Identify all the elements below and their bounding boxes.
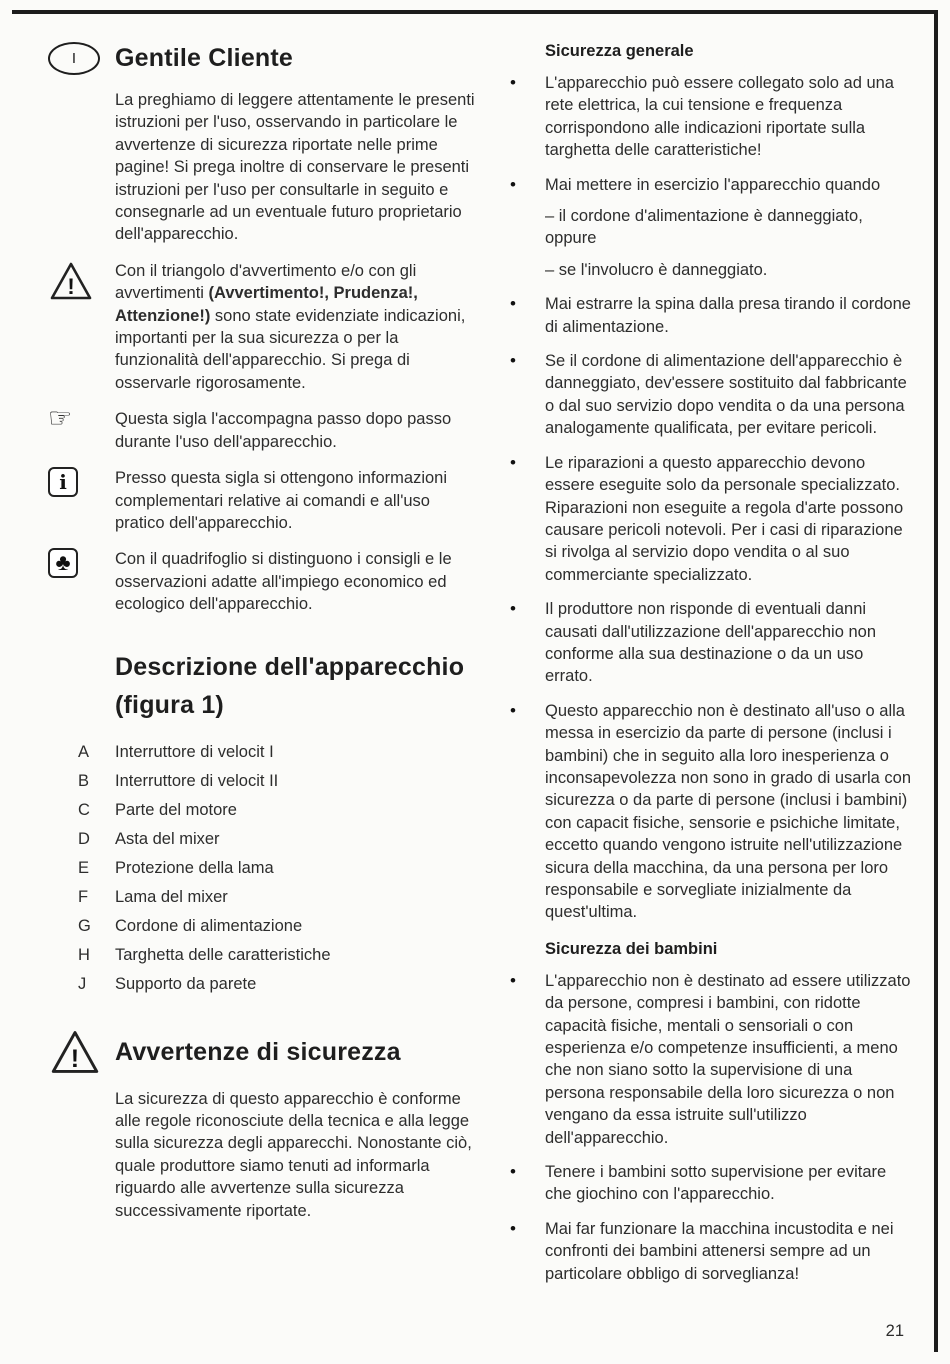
list-item	[508, 72, 912, 162]
list-item	[508, 174, 912, 282]
general-safety-list	[508, 72, 912, 924]
safety-intro-text: La sicurezza di questo apparecchio è conforme alle regole riconosciute della tecnica e alla legge sulla sicurezza degli apparecchi. Nonostante ciò, quale produttore siamo tenuti ad informarla riguardo alle avvertenze sulla sicurezza successivamente riportate.	[115, 1089, 472, 1220]
list-item	[508, 1218, 912, 1285]
device-letter: F	[78, 887, 89, 906]
bullet-text: Le riparazioni a questo apparecchio devono essere eseguite solo da personale specializzato. Riparazioni non eseguite a regola d'arte possono causare pericoli notevoli. Per i casi di riparazione si rivolga al servizio dopo vendita o al suo commerciante specializzato.	[545, 453, 904, 584]
safety-warning-triangle-icon	[48, 1028, 102, 1076]
device-label: Interruttore di velocit II	[115, 771, 279, 790]
device-parts-list	[48, 742, 480, 994]
list-item	[508, 598, 912, 688]
info-note-gutter	[48, 467, 115, 497]
page-frame-right	[934, 10, 938, 1352]
bullet-text: Mai far funzionare la macchina incustodita e nei confronti dei bambini attenersi sempre ad un particolare obbligo di sorveglianza!	[545, 1219, 894, 1283]
device-label: Lama del mixer	[115, 887, 228, 906]
bullet-icon: •	[510, 452, 516, 472]
bullet-text: Se il cordone di alimentazione dell'apparecchio è danneggiato, dev'essere sostituito dal fabbricante o dal suo servizio dopo vendita o da una persona analogamente qualificata, per evitare pericoli.	[545, 352, 907, 438]
warning-note-post: sono state evidenziate indicazioni, importanti per la sua sicurezza o per la funzionalità dell'apparecchio. Si prega di osservarle rigorosamente.	[115, 306, 466, 392]
device-row-c	[48, 800, 480, 820]
left-column	[48, 40, 480, 1238]
general-safety-heading: Sicurezza generale	[545, 42, 694, 60]
bullet-text: Mai estrarre la spina dalla presa tirando il cordone di alimentazione.	[545, 295, 911, 336]
info-note-text: Presso questa sigla si ottengono informazioni complementari relative ai comandi e all'uso pratico dell'apparecchio.	[115, 469, 448, 532]
device-row-g	[48, 916, 480, 936]
bullet-icon: •	[510, 599, 516, 619]
bullet-icon: •	[510, 1162, 516, 1182]
pointing-hand-icon: ☞	[48, 403, 73, 434]
device-label: Supporto da parete	[115, 974, 257, 993]
device-letter: J	[78, 974, 87, 993]
description-title-line1: Descrizione dell'apparecchio	[115, 652, 465, 681]
children-safety-list	[508, 970, 912, 1285]
device-label: Targhetta delle caratteristiche	[115, 945, 331, 964]
device-row-e	[48, 858, 480, 878]
device-row-a	[48, 742, 480, 762]
page-number: 21	[885, 1322, 904, 1340]
list-item	[508, 970, 912, 1149]
bullet-text: Questo apparecchio non è destinato all'uso o alla messa in esercizio da parte di persone (inclusi i bambini) che in seguito alla loro inesperienza o inconsapevolezza non sono in grado di usarla con sicurezza o da parte di persone (inclusi i bambini) con capacit fisiche, sensorie e psichiche limitate, eccetto quando vengono istruite nell'utilizzazione sicura della macchina, da una persona per loro responsabile e sorvegliate inizialmente da quest'ultima.	[545, 701, 911, 922]
clover-note-text: Con il quadrifoglio si distinguono i consigli e le osservazioni adatte all'impiego economico ed ecologico dell'apparecchio.	[115, 550, 452, 614]
hand-note-text: Questa sigla l'accompagna passo dopo passo durante l'uso dell'apparecchio.	[115, 410, 452, 451]
bullet-text: Il produttore non risponde di eventuali danni causati dall'utilizzazione dell'apparecchio non conforme alla sua destinazione o da un uso errato.	[545, 600, 877, 686]
clover-icon-glyph: ♣	[55, 548, 71, 575]
greeting-intro-text: La preghiamo di leggere attentamente le presenti istruzioni per l'uso, osservando in particolare le avvertenze di sicurezza riportate nelle prime pagine! Si prega inoltre di conservare le presenti istruzioni per l'uso per consultarle in seguito e consegnarle ad un eventuale futuro proprietario dell'apparecchio.	[115, 91, 475, 244]
greeting-title-row	[48, 40, 480, 75]
device-letter: C	[78, 800, 90, 819]
info-note-row	[48, 467, 480, 534]
device-label: Interruttore di velocit I	[115, 742, 274, 761]
hand-note-row	[48, 403, 480, 453]
info-icon-glyph: i	[59, 470, 67, 495]
bullet-text	[545, 174, 912, 282]
bullet-icon: •	[510, 294, 516, 314]
list-item	[508, 350, 912, 440]
bullet-icon: •	[510, 700, 516, 720]
device-row-f	[48, 887, 480, 907]
svg-text:!: !	[67, 273, 75, 299]
device-label: Asta del mixer	[115, 829, 220, 848]
language-badge-gutter	[48, 40, 115, 75]
info-icon	[48, 467, 78, 497]
device-label: Parte del motore	[115, 800, 237, 819]
warning-note-text	[115, 260, 480, 394]
clover-icon	[48, 548, 78, 578]
bullet-sub-line: – il cordone d'alimentazione è danneggiato, oppure	[545, 207, 863, 248]
list-item	[508, 293, 912, 338]
warning-note-row	[48, 260, 480, 394]
safety-warning-gutter	[48, 1028, 115, 1076]
device-letter: D	[78, 829, 90, 848]
device-letter: B	[78, 771, 90, 790]
bullet-icon: •	[510, 174, 516, 194]
device-label: Protezione della lama	[115, 858, 274, 877]
description-title-line2: (figura 1)	[115, 690, 224, 719]
bullet-main-line: Mai mettere in esercizio l'apparecchio quando	[545, 175, 881, 194]
svg-text:!: !	[70, 1044, 80, 1073]
warning-note-gutter	[48, 260, 115, 302]
device-row-d	[48, 829, 480, 849]
right-column	[508, 40, 912, 1297]
bullet-icon: •	[510, 970, 516, 990]
greeting-title: Gentile Cliente	[115, 43, 294, 72]
safety-title-row	[48, 1028, 480, 1076]
description-section-title	[115, 648, 480, 724]
device-row-j	[48, 974, 480, 994]
hand-note-gutter	[48, 403, 115, 434]
page-frame-top	[12, 10, 938, 14]
warning-triangle-icon	[48, 260, 94, 302]
safety-title: Avvertenze di sicurezza	[115, 1037, 401, 1066]
device-letter: A	[78, 742, 90, 761]
bullet-sub-line: – se l'involucro è danneggiato.	[545, 260, 768, 279]
bullet-text: Tenere i bambini sotto supervisione per evitare che giochino con l'apparecchio.	[545, 1163, 887, 1204]
bullet-icon: •	[510, 351, 516, 371]
children-safety-heading: Sicurezza dei bambini	[545, 939, 718, 958]
list-item	[508, 1161, 912, 1206]
device-letter: E	[78, 858, 90, 877]
bullet-icon: •	[510, 1218, 516, 1238]
bullet-icon: •	[510, 73, 516, 92]
bullet-text: L'apparecchio non è destinato ad essere utilizzato da persone, compresi i bambini, con ridotte capacità fisiche, mentali o sensoriali o con esperienza e/o competenze insufficienti, a meno che non siano sotto la supervisione di una persona responsabile della loro sicurezza o non vengano da essa istruite sull'utilizzo dell'apparecchio.	[545, 971, 911, 1147]
clover-note-gutter	[48, 548, 115, 578]
list-item	[508, 700, 912, 924]
warning-note-bold: (Avvertimento!, Prudenza!, Attenzione!)	[115, 284, 418, 325]
list-item	[508, 452, 912, 586]
device-letter: G	[78, 916, 91, 935]
bullet-text: L'apparecchio può essere collegato solo ad una rete elettrica, la cui tensione e frequenza corrispondono alle indicazioni riportate sulla targhetta delle caratteristiche!	[545, 74, 894, 160]
device-label: Cordone di alimentazione	[115, 916, 303, 935]
device-row-b	[48, 771, 480, 791]
language-badge-icon: I	[48, 42, 100, 75]
warning-note-pre: Con il triangolo d'avvertimento e/o con gli avvertimenti	[115, 261, 417, 303]
clover-note-row	[48, 548, 480, 615]
device-row-h	[48, 945, 480, 965]
greeting-intro-row	[48, 89, 480, 246]
device-letter: H	[78, 945, 90, 964]
